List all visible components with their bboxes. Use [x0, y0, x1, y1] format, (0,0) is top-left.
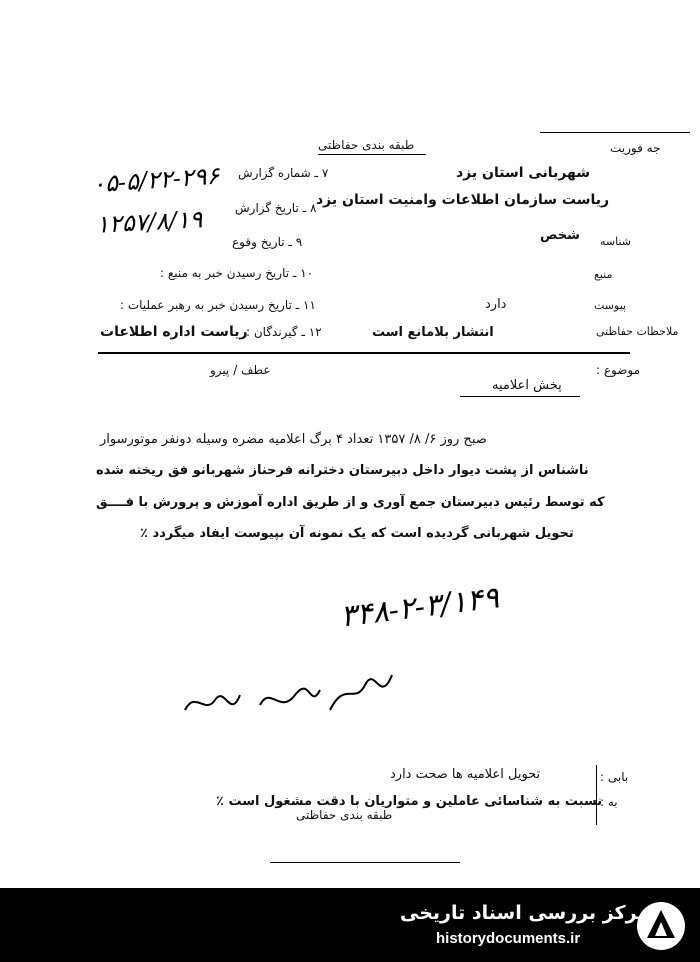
reference-label: عطف / پیرو	[210, 363, 271, 377]
watermark-url: historydocuments.ir	[436, 930, 581, 947]
field-report-date: ۸ ـ تاریخ گزارش	[235, 201, 317, 215]
classification-top: طبقه بندی حفاظتی	[318, 138, 415, 152]
bottom-rule	[270, 862, 460, 863]
field-report-number: ۷ ـ شماره گزارش	[238, 166, 329, 180]
note-label-2: به :	[600, 795, 618, 809]
attachment-label: پیوست	[594, 299, 627, 312]
handwritten-report-number: ۰۵-۵/۲۲-۲۹۶	[91, 161, 221, 199]
header-divider	[98, 352, 630, 354]
protection-label: ملاحظات حفاظتی	[596, 325, 679, 338]
protection-value: انتشار بلامانع است	[372, 325, 494, 340]
attachment-value: دارد	[485, 297, 507, 312]
source-label: منبع	[594, 268, 613, 281]
field-occurrence-date: ۹ ـ تاریخ وقوع	[232, 235, 303, 249]
handwritten-stamp-number: ۳۴۸-۲-۳/۱۴۹	[338, 580, 501, 635]
note-1: تحویل اعلامیه ها صحت دارد	[390, 767, 541, 782]
subject-underline	[460, 396, 580, 397]
body-line-1: صبح روز ۶/ ۸/ ۱۳۵۷ تعداد ۴ برگ اعلامیه مضره وسیله دونفر موتورسوار	[100, 432, 487, 447]
field-recipients-label: ۱۲ ـ گیرندگان :	[246, 325, 322, 339]
identifier-value: شخص	[540, 228, 580, 243]
field-recipients-value: ریاست اداره اطلاعات	[100, 324, 248, 340]
subject-label: موضوع :	[596, 363, 641, 377]
note-2: نسبت به شناسائی عاملین و متواریان با دقت مشغول است ٪	[216, 794, 603, 809]
subject-value: پخش اعلامیه	[492, 378, 562, 393]
signature	[180, 660, 400, 730]
body-line-3: که توسط رئیس دبیرستان جمع آوری و از طریق اداره آموزش و پرورش با فــــق	[96, 495, 605, 510]
watermark-bar	[0, 888, 700, 962]
classification-bottom: طبقه بندی حفاظتی	[296, 808, 393, 822]
from-value: شهربانی استان یزد	[456, 165, 591, 181]
to-value: ریاست سازمان اطلاعات وامنیت استان یزد	[316, 192, 610, 208]
body-line-2: ناشناس از پشت دیوار داخل دبیرستان دخترانه فرحناز شهربانو فق ریخته شده	[96, 463, 589, 478]
urgency-label: جه فوریت	[610, 141, 661, 155]
identifier-label: شناسه	[600, 235, 632, 248]
top-rule-right	[540, 132, 690, 133]
field-news-to-leader: ۱۱ ـ تاریخ رسیدن خبر به رهبر عملیات :	[120, 298, 316, 312]
field-news-to-source: ۱۰ ـ تاریخ رسیدن خبر به منبع :	[160, 266, 314, 280]
note-label-1: بابی :	[600, 770, 629, 784]
watermark-title: مرکز بررسی اسناد تاریخی	[400, 902, 650, 924]
body-line-4: تحویل شهربانی گردیده است که یک نمونه آن بپیوست ایفاد میگردد ٪	[140, 526, 574, 541]
classification-top-underline	[318, 154, 426, 155]
handwritten-report-date: ۱۲۵۷/۸/۱۹	[95, 205, 204, 239]
